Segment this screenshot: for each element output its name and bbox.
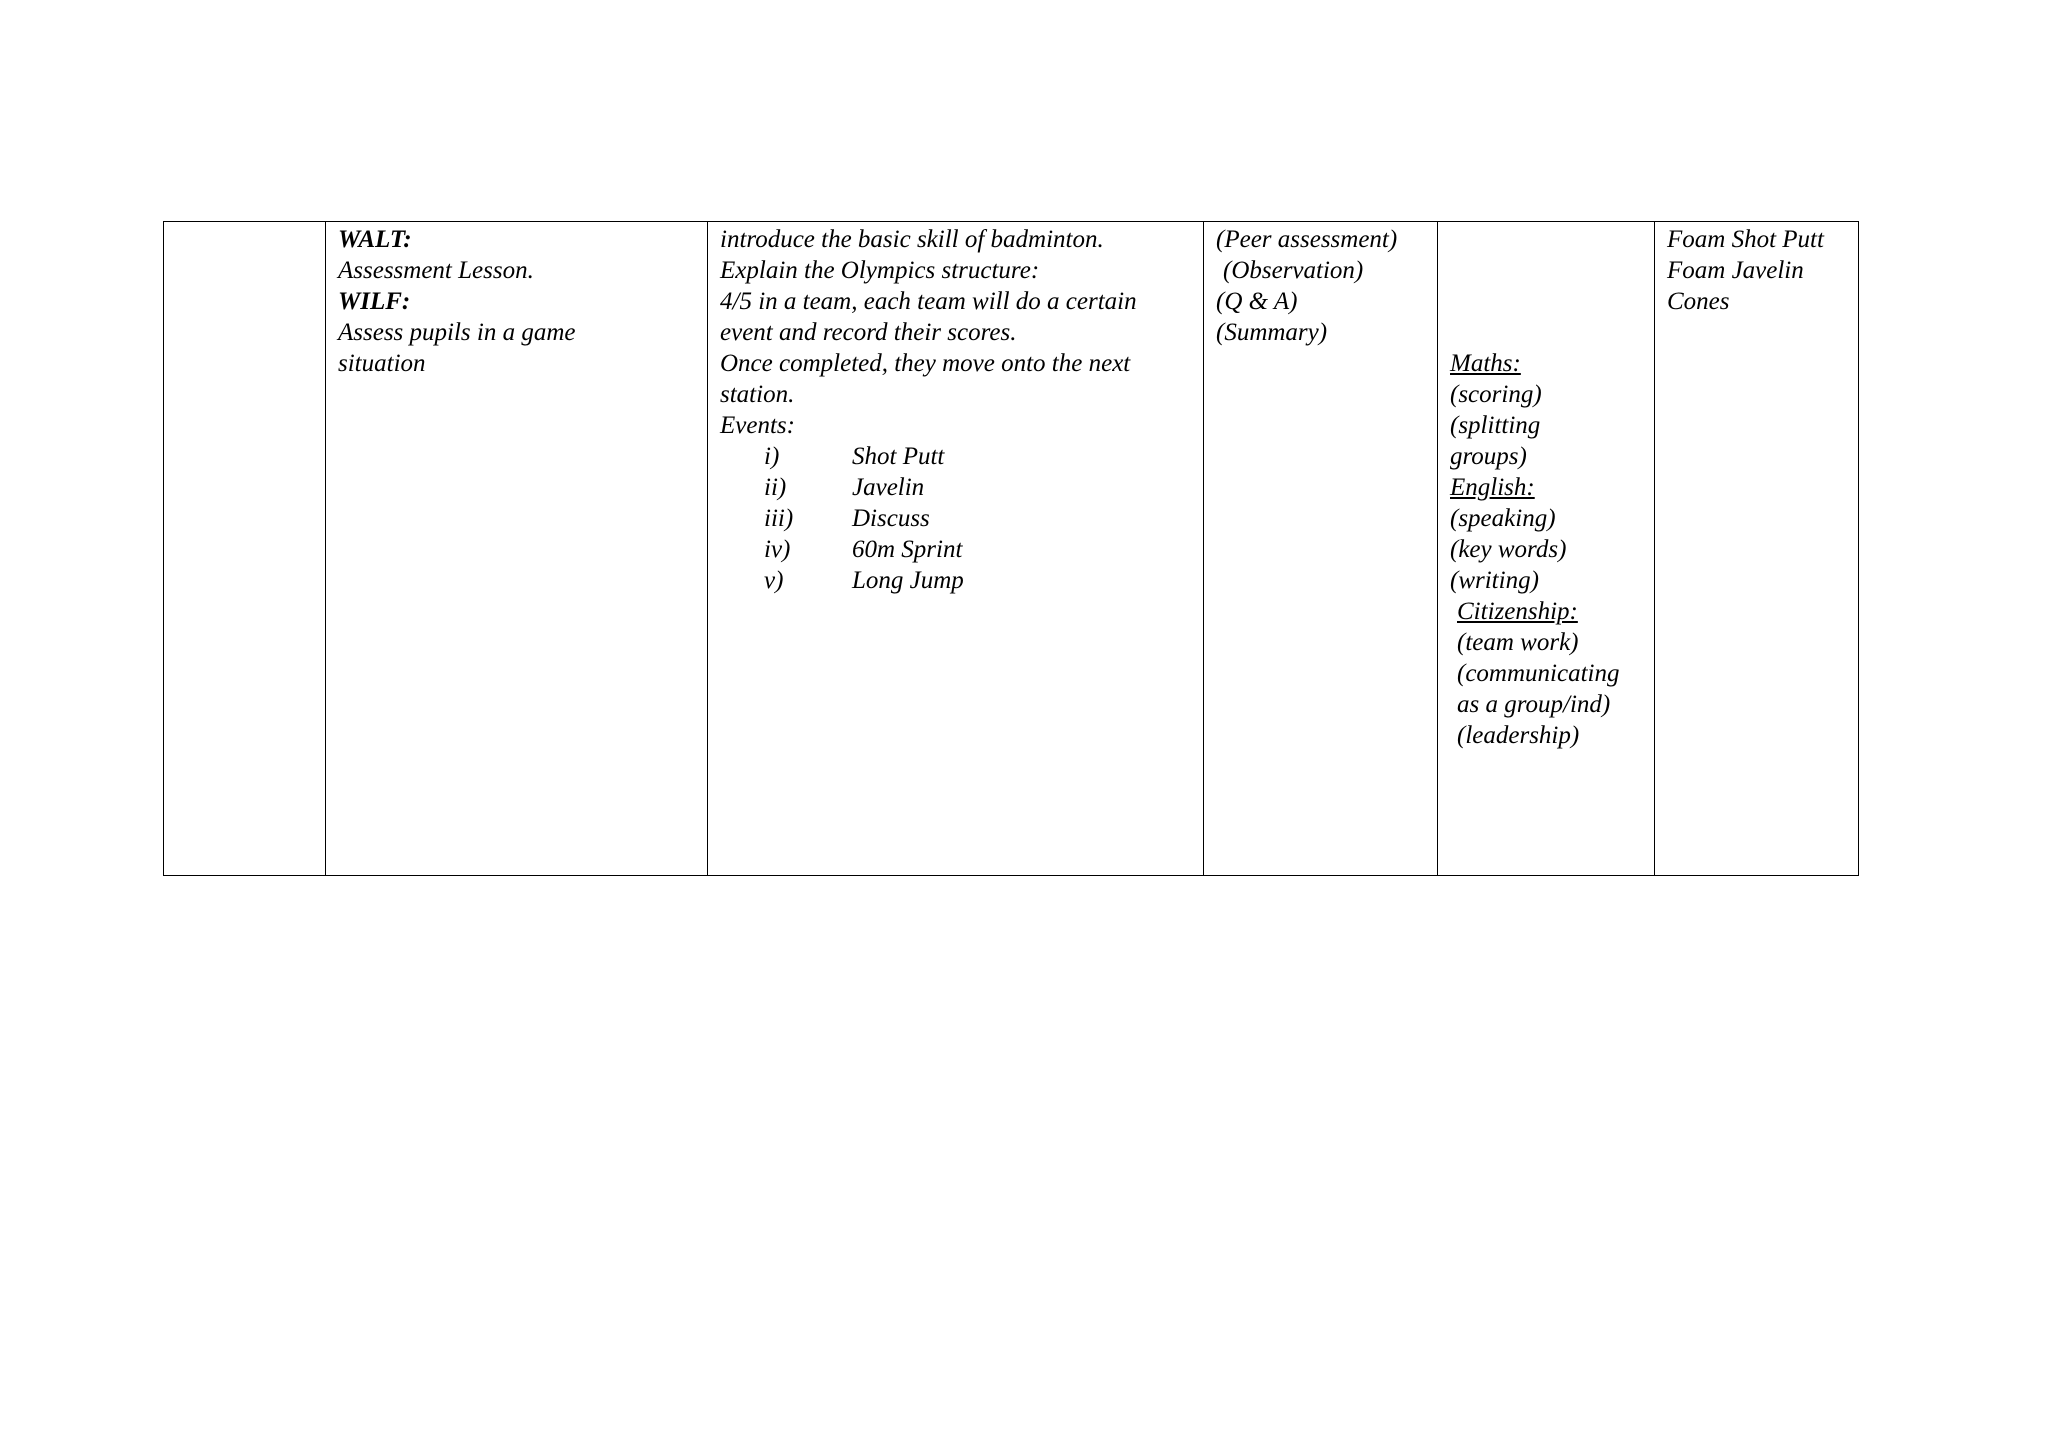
events-heading: Events: <box>720 412 795 439</box>
activity-line: Explain the Olympics structure: <box>720 257 1040 284</box>
event-name: Long Jump <box>852 567 964 594</box>
wilf-text-line-2: situation <box>338 350 426 377</box>
resource-item: Foam Shot Putt <box>1667 226 1824 253</box>
citizenship-heading: Citizenship: <box>1457 598 1578 625</box>
activities-cell <box>708 222 1204 876</box>
empty-cell <box>164 222 326 876</box>
activity-line: introduce the basic skill of badminton. <box>720 226 1104 253</box>
activity-line: station. <box>720 381 795 408</box>
assessment-item: (Peer assessment) <box>1216 226 1398 253</box>
assessment-item: (Q & A) <box>1216 288 1298 315</box>
table-row <box>164 222 1859 876</box>
english-heading: English: <box>1450 474 1535 501</box>
event-list-item <box>720 534 1191 565</box>
walt-text: Assessment Lesson. <box>338 257 534 284</box>
walt-heading: WALT: <box>338 226 412 253</box>
cross-curricular-cell <box>1438 222 1655 876</box>
wilf-heading: WILF: <box>338 288 411 315</box>
citizenship-item: (team work) <box>1457 629 1579 656</box>
citizenship-item: (communicating <box>1457 660 1620 687</box>
assessment-item: (Observation) <box>1223 257 1364 284</box>
event-number: v) <box>764 567 784 594</box>
english-item: (speaking) <box>1450 505 1556 532</box>
english-item: (key words) <box>1450 536 1567 563</box>
cell-spacer <box>1450 224 1642 348</box>
activity-line: Once completed, they move onto the next <box>720 350 1131 377</box>
event-list-item <box>720 441 1191 472</box>
activity-line: 4/5 in a team, each team will do a certain <box>720 288 1137 315</box>
maths-item: (splitting <box>1450 412 1541 439</box>
resource-item: Cones <box>1667 288 1730 315</box>
assessment-item: (Summary) <box>1216 319 1328 346</box>
objectives-cell <box>326 222 708 876</box>
maths-heading: Maths: <box>1450 350 1521 377</box>
wilf-text-line-1: Assess pupils in a game <box>338 319 576 346</box>
event-name: Javelin <box>852 474 925 501</box>
assessment-cell <box>1204 222 1438 876</box>
lesson-plan-table <box>163 221 1859 876</box>
event-list-item <box>720 565 1191 596</box>
activity-line: event and record their scores. <box>720 319 1017 346</box>
event-number: iv) <box>764 536 791 563</box>
event-list-item <box>720 472 1191 503</box>
maths-item: groups) <box>1450 443 1527 470</box>
event-name: Shot Putt <box>852 443 945 470</box>
event-number: ii) <box>764 474 787 501</box>
resource-item: Foam Javelin <box>1667 257 1804 284</box>
resources-cell <box>1655 222 1859 876</box>
english-item: (writing) <box>1450 567 1539 594</box>
event-number: iii) <box>764 505 794 532</box>
event-name: 60m Sprint <box>852 536 963 563</box>
event-list-item <box>720 503 1191 534</box>
citizenship-item: as a group/ind) <box>1457 691 1611 718</box>
event-name: Discuss <box>852 505 930 532</box>
maths-item: (scoring) <box>1450 381 1542 408</box>
event-number: i) <box>764 443 780 470</box>
citizenship-item: (leadership) <box>1457 722 1580 749</box>
